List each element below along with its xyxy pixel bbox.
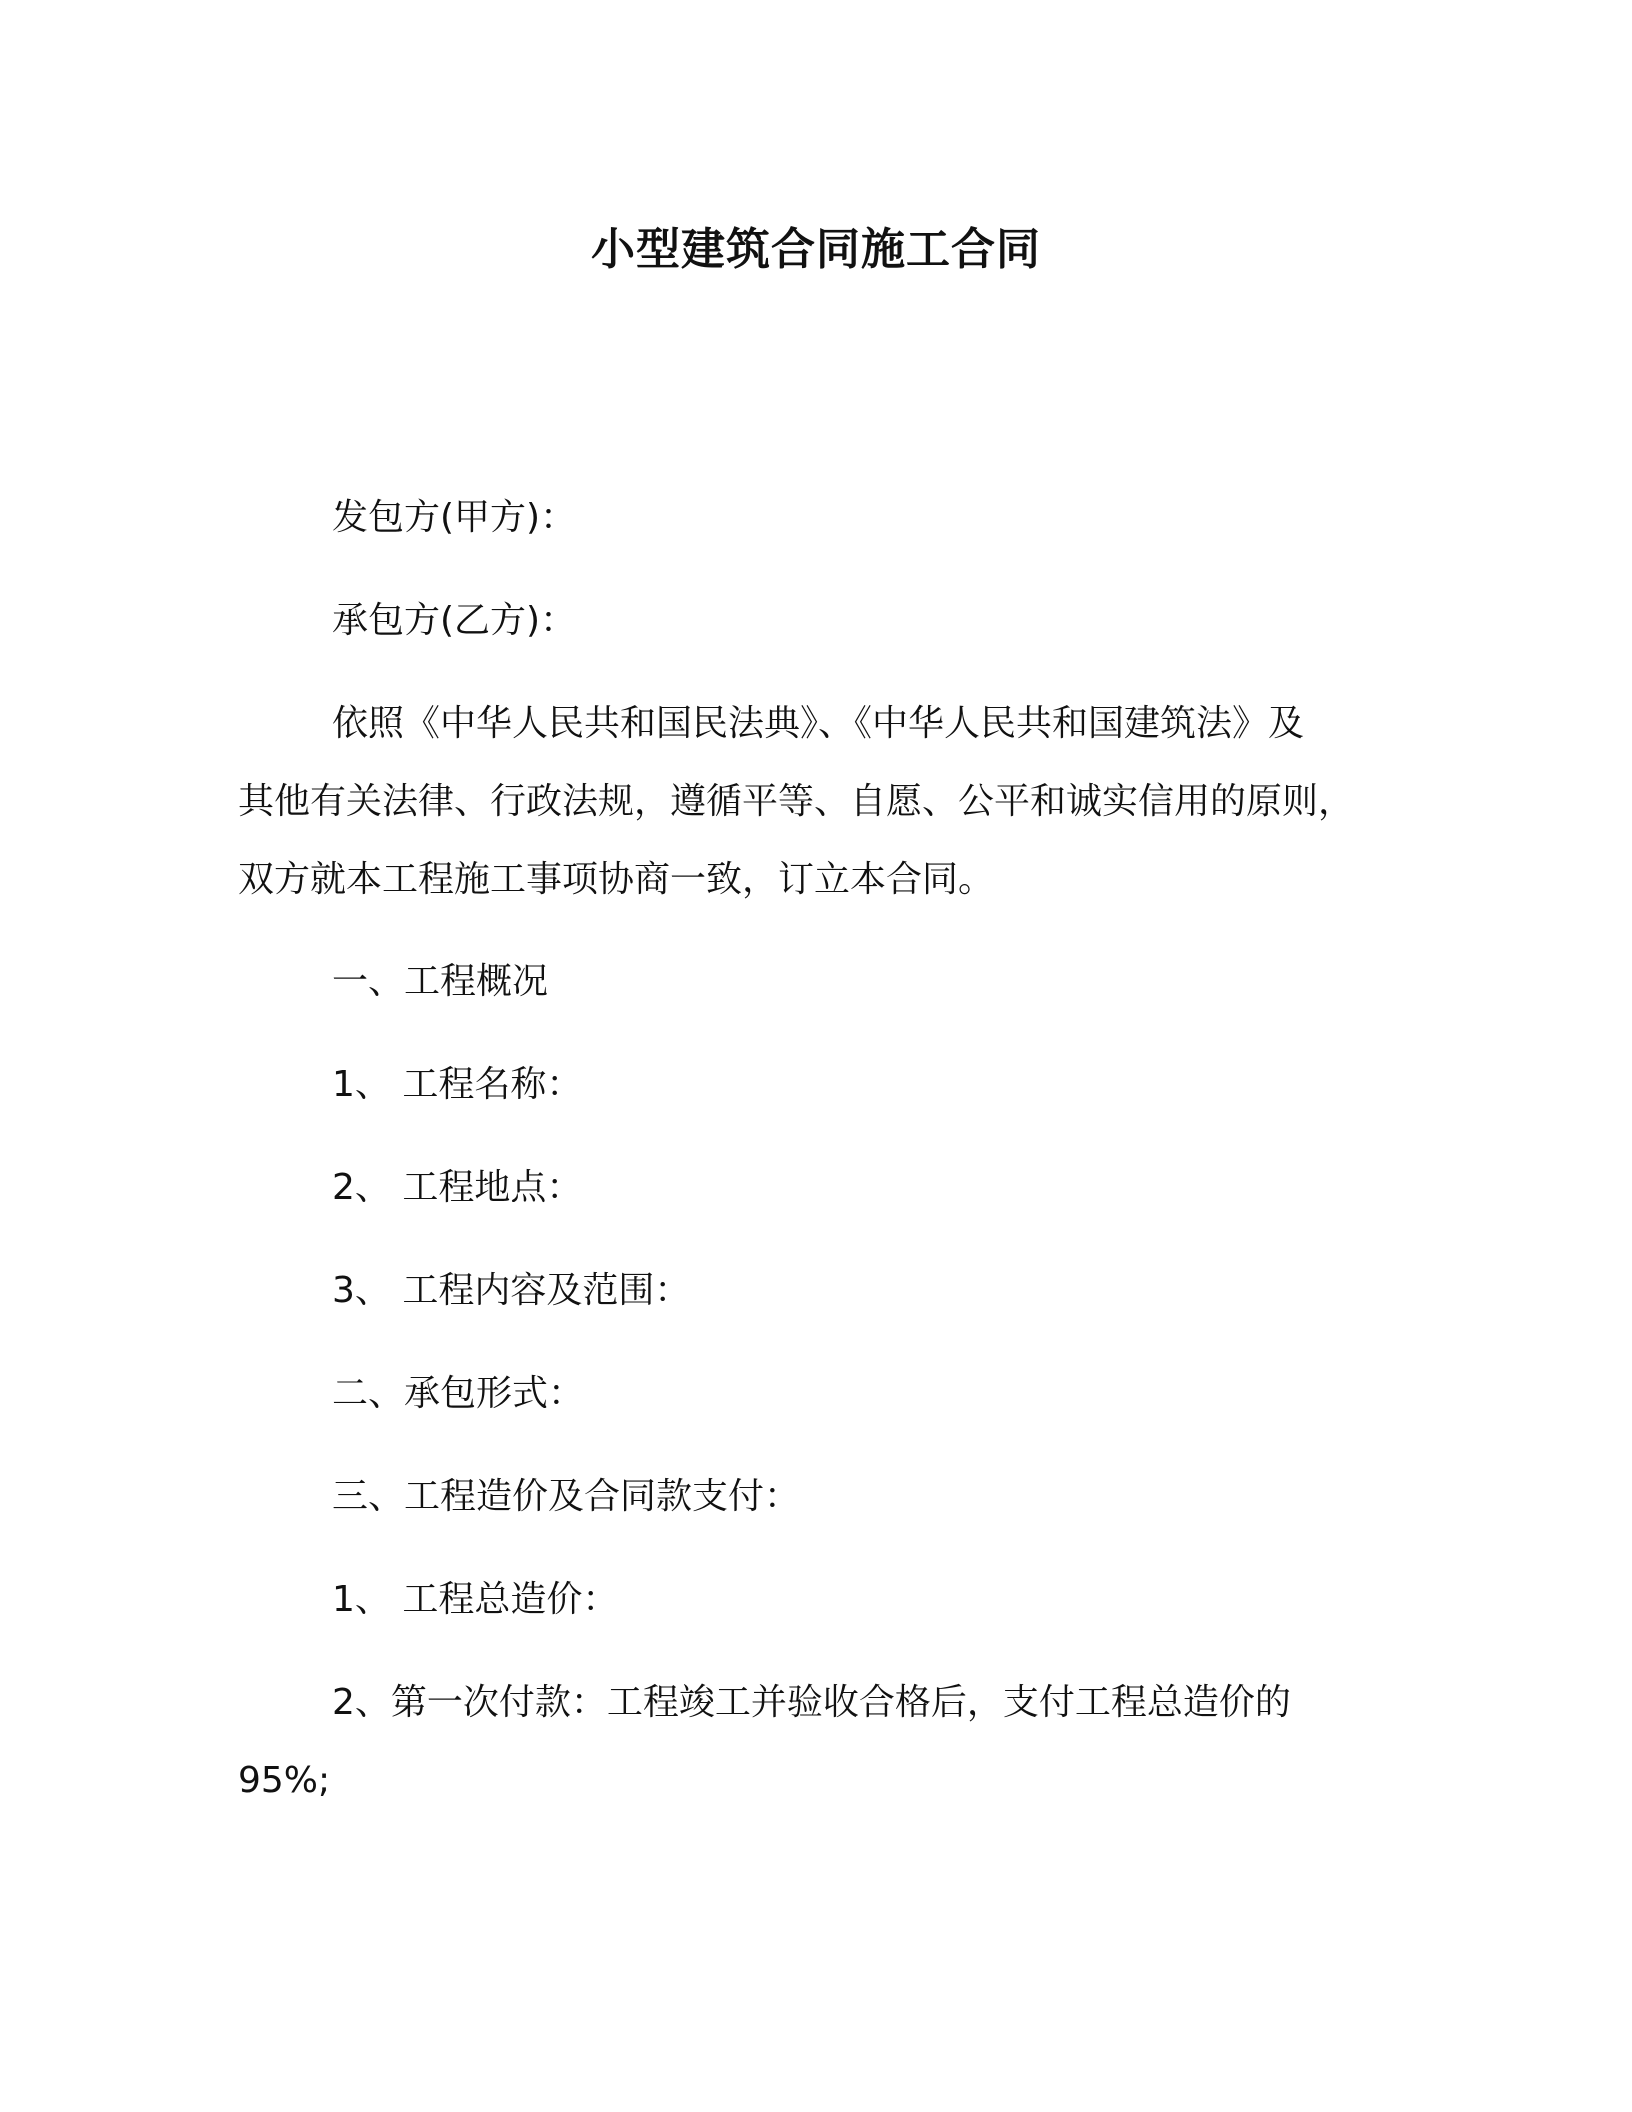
first-payment-line-1: 2、第一次付款：工程竣工并验收合格后，支付工程总造价的 bbox=[332, 1682, 1291, 1723]
preamble-line-1: 依照《中华人民共和国民法典》、《中华人民共和国建筑法》及 bbox=[332, 703, 1305, 744]
section-2-heading: 二、承包形式： bbox=[332, 1373, 585, 1414]
section-1-heading: 一、工程概况 bbox=[332, 961, 549, 1002]
total-cost-field: 1、 工程总造价： bbox=[332, 1579, 619, 1620]
section-3-heading: 三、工程造价及合同款支付： bbox=[332, 1476, 801, 1517]
party-b-field: 承包方(乙方)： bbox=[332, 600, 577, 641]
project-name-field: 1、 工程名称： bbox=[332, 1064, 583, 1105]
document-title: 小型建筑合同施工合同 bbox=[591, 224, 1041, 275]
party-a-field: 发包方(甲方)： bbox=[332, 497, 577, 538]
preamble-line-2: 其他有关法律、行政法规，遵循平等、自愿、公平和诚实信用的原则， bbox=[238, 781, 1355, 822]
preamble-line-3: 双方就本工程施工事项协商一致，订立本合同。 bbox=[238, 859, 995, 900]
project-scope-field: 3、 工程内容及范围： bbox=[332, 1270, 691, 1311]
first-payment-line-2: 95%; bbox=[238, 1760, 331, 1801]
project-location-field: 2、 工程地点： bbox=[332, 1167, 583, 1208]
